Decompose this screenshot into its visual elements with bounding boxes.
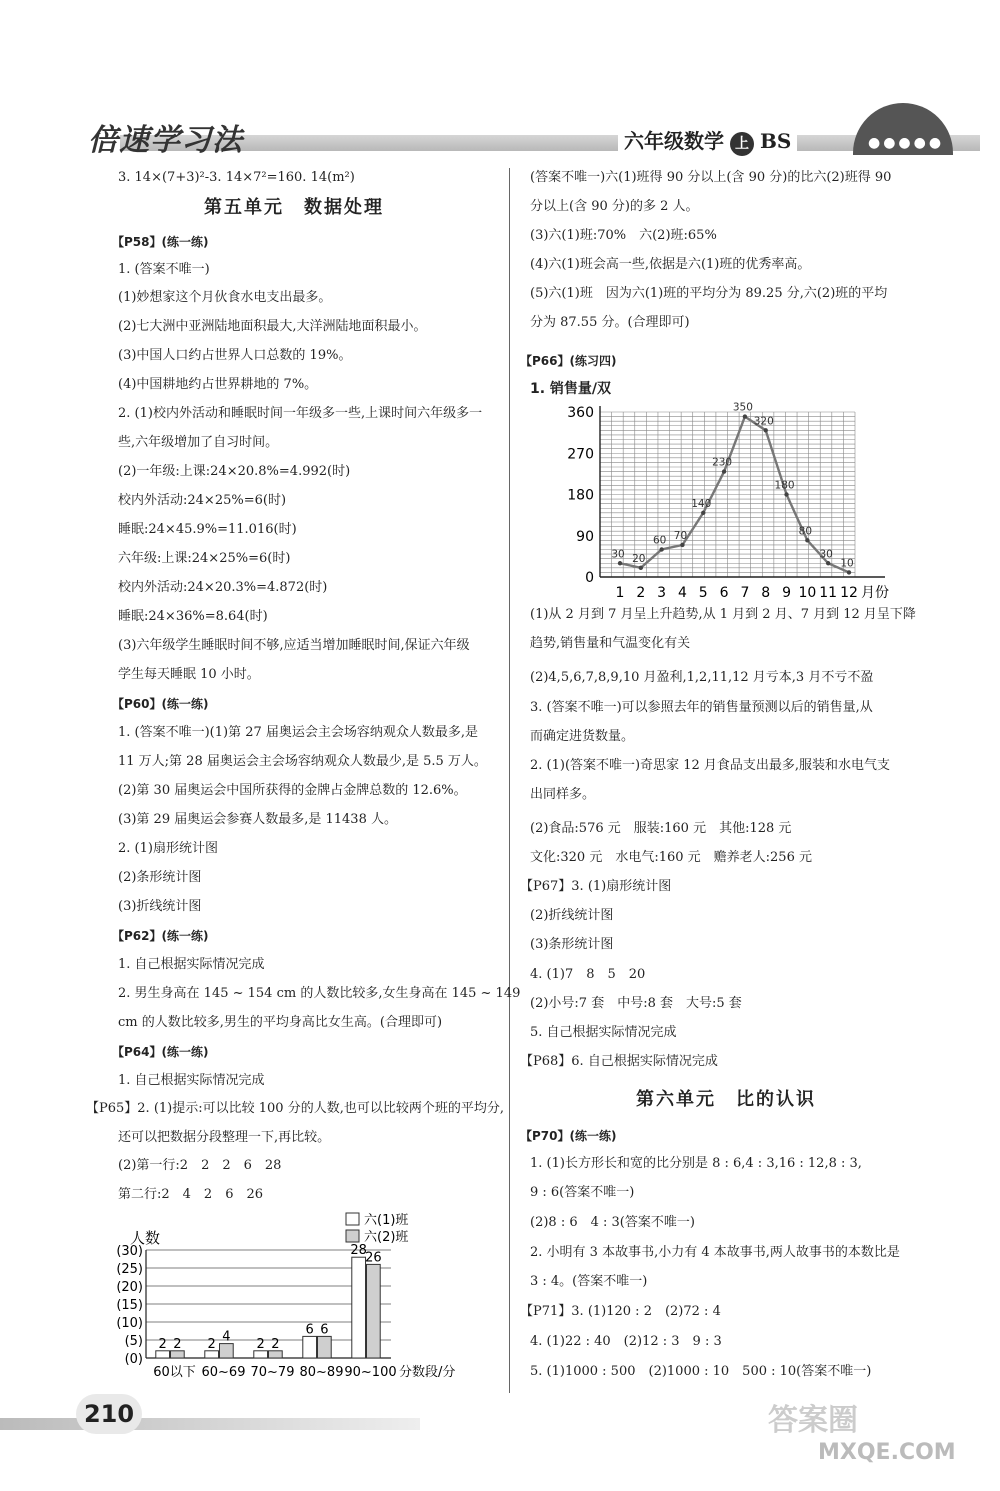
answer-line: (2)8 : 6 4 : 3(答案不唯一) <box>530 1215 695 1230</box>
grade-subject: 六年级数学 <box>624 129 724 153</box>
bar <box>269 1351 283 1358</box>
x-tick-label: 6 <box>719 585 729 601</box>
data-point <box>639 566 643 570</box>
x-tick-label: 8 <box>761 585 771 601</box>
data-label: 60 <box>652 534 667 547</box>
answer-line: 1. (1)长方形长和宽的比分别是 8 : 6,4 : 3,16 : 12,8 : 3, <box>530 1156 862 1171</box>
answer-line: 11 万人;第 28 届奥运会主会场容纳观众人数最少,是 5.5 万人。 <box>118 754 487 769</box>
page-ref-p64: 【P64】(练一练) <box>112 1045 209 1059</box>
data-point <box>847 570 851 574</box>
answer-line: (5)六(1)班 因为六(1)班的平均分为 89.25 分,六(2)班的平均 <box>530 286 888 301</box>
data-point <box>680 543 684 547</box>
data-label: 30 <box>611 548 625 561</box>
answer-line: 【P68】6. 自己根据实际情况完成 <box>520 1054 718 1069</box>
answer-line: (2)食品:576 元 服装:160 元 其他:128 元 <box>530 821 792 836</box>
page-ref-p58: 【P58】(练一练) <box>112 235 209 249</box>
volume-badge: 上 <box>730 132 754 156</box>
x-tick-label: 80~89 <box>299 1365 344 1380</box>
answer-line: 2. 小明有 3 本故事书,小力有 4 本故事书,两人故事书的本数比是 <box>530 1245 900 1260</box>
bar-value-label: 26 <box>365 1250 382 1266</box>
answer-line: (2)第 30 届奥运会中国所获得的金牌占金牌总数的 12.6%。 <box>118 783 467 798</box>
page-ref-p60: 【P60】(练一练) <box>112 697 209 711</box>
answer-line: 1. (答案不唯一)(1)第 27 届奥运会主会场容纳观众人数最多,是 <box>118 725 479 740</box>
data-point <box>722 469 726 473</box>
y-tick-label: (30) <box>116 1244 143 1259</box>
answer-line: 分以上(含 90 分)的多 2 人。 <box>530 199 699 214</box>
answer-line: (2)条形统计图 <box>118 870 202 885</box>
legend-label: 六(2)班 <box>364 1230 409 1245</box>
answer-line: (答案不唯一)六(1)班得 90 分以上(含 90 分)的比六(2)班得 90 <box>530 170 892 185</box>
x-tick-label: 12 <box>840 585 858 601</box>
answer-line: (1)妙想家这个月伙食水电支出最多。 <box>118 290 332 305</box>
answer-line: 3 : 4。(答案不唯一) <box>530 1274 648 1289</box>
x-tick-label: 60以下 <box>153 1365 196 1380</box>
answer-line: 2. 男生身高在 145 ~ 154 cm 的人数比较多,女生身高在 145 ~ 149 <box>118 986 521 1001</box>
answer-line: 睡眠:24×45.9%=11.016(时) <box>118 522 297 537</box>
answer-line: cm 的人数比较多,男生的平均身高比女生高。(合理即可) <box>118 1015 443 1030</box>
x-tick-label: 60~69 <box>201 1365 246 1380</box>
bar <box>367 1264 381 1358</box>
y-tick-label: (25) <box>116 1262 143 1277</box>
answer-line: 趋势,销售量和气温变化有关 <box>530 636 691 651</box>
footer-band <box>0 1418 420 1430</box>
bar <box>156 1351 170 1358</box>
bar-value-label: 4 <box>222 1329 231 1345</box>
bar <box>220 1344 234 1358</box>
y-tick-label: (0) <box>124 1352 143 1367</box>
data-label: 140 <box>691 497 712 510</box>
data-point <box>784 492 788 496</box>
x-tick-label: 90~100 <box>344 1365 397 1380</box>
answer-line: 4. (1)7 8 5 20 <box>530 967 646 982</box>
answer-line: (3)六(1)班:70% 六(2)班:65% <box>530 228 717 243</box>
answer-line: (2)4,5,6,7,8,9,10 月盈利,1,2,11,12 月亏本,3 月不亏不盈 <box>530 670 874 685</box>
page-header <box>0 95 1000 175</box>
y-axis-title: 人数 <box>130 1229 161 1247</box>
answer-line: 六年级:上课:24×25%=6(时) <box>118 551 291 566</box>
data-label: 230 <box>712 456 733 469</box>
answer-line: (2)七大洲中亚洲陆地面积最大,大洋洲陆地面积最小。 <box>118 319 427 334</box>
answer-line: (3)条形统计图 <box>530 937 614 952</box>
answer-line: 2. (1)扇形统计图 <box>118 841 218 856</box>
answer-line: 【P67】3. (1)扇形统计图 <box>520 879 672 894</box>
bar-value-label: 6 <box>305 1322 314 1338</box>
score-bar-chart <box>108 1205 478 1385</box>
x-tick-label: 7 <box>740 585 750 601</box>
x-tick-label: 5 <box>698 585 708 601</box>
data-label: 80 <box>798 525 813 538</box>
data-label: 320 <box>753 415 774 428</box>
answer-line: (2)小号:7 套 中号:8 套 大号:5 套 <box>530 996 742 1011</box>
bar-value-label: 2 <box>256 1336 265 1352</box>
page-ref-p62: 【P62】(练一练) <box>112 929 209 943</box>
x-tick-label: 70~79 <box>250 1365 295 1380</box>
header-dots: ●●●●● <box>868 135 945 151</box>
bar <box>303 1336 317 1358</box>
bar <box>254 1351 268 1358</box>
answer-line: 而确定进货数量。 <box>530 729 635 744</box>
section-title-unit5: 第五单元 数据处理 <box>204 197 384 218</box>
data-label: 30 <box>819 548 833 561</box>
data-label: 350 <box>732 401 753 414</box>
data-point <box>805 538 809 542</box>
section-title-unit6: 第六单元 比的认识 <box>636 1089 816 1110</box>
data-label: 20 <box>632 552 646 565</box>
answer-line: (3)第 29 届奥运会参赛人数最多,是 11438 人。 <box>118 812 397 827</box>
answer-line: (2)一年级:上课:24×20.8%=4.992(时) <box>118 464 351 479</box>
y-tick-label: (15) <box>116 1298 143 1313</box>
data-label: 70 <box>673 529 688 542</box>
answer-line: 第二行:2 4 2 6 26 <box>118 1187 264 1202</box>
bar-value-label: 2 <box>207 1336 216 1352</box>
answer-line: 出同样多。 <box>530 787 596 802</box>
answer-line: (4)中国耕地约占世界耕地的 7%。 <box>118 377 318 392</box>
answer-line: 【P71】3. (1)120 : 2 (2)72 : 4 <box>520 1304 721 1319</box>
x-axis-suffix: 月份 <box>861 585 889 601</box>
answer-line: 1. (答案不唯一) <box>118 262 210 277</box>
y-tick-label: (20) <box>116 1280 143 1295</box>
data-point <box>659 547 663 551</box>
legend-swatch <box>346 1213 359 1225</box>
x-tick-label: 3 <box>657 585 667 601</box>
answer-line: (3)六年级学生睡眠时间不够,应适当增加睡眠时间,保证六年级 <box>118 638 470 653</box>
bar-value-label: 2 <box>173 1336 182 1352</box>
data-point <box>743 414 747 418</box>
answer-line: 校内外活动:24×20.3%=4.872(时) <box>118 580 328 595</box>
y-tick-label: 180 <box>567 487 594 504</box>
data-point <box>826 561 830 565</box>
answer-line: 2. (1)(答案不唯一)奇思家 12 月食品支出最多,服装和水电气支 <box>530 758 891 773</box>
answer-line: 3. 14×(7+3)²-3. 14×7²=160. 14(m²) <box>118 170 355 185</box>
answer-line: 1. 自己根据实际情况完成 <box>118 957 265 972</box>
watermark-logo: 答案圈 <box>768 1403 858 1438</box>
book-logo: 倍速学习法 <box>88 123 243 158</box>
y-tick-label: (10) <box>116 1316 143 1331</box>
bar-value-label: 2 <box>271 1336 280 1352</box>
x-tick-label: 10 <box>798 585 817 601</box>
answer-line: 9 : 6(答案不唯一) <box>530 1185 635 1200</box>
bar-value-label: 2 <box>158 1336 167 1352</box>
answer-line: 分为 87.55 分。(合理即可) <box>530 315 690 330</box>
y-tick-label: 0 <box>585 570 594 586</box>
header-title <box>618 125 797 156</box>
answer-line: 还可以把数据分段整理一下,再比较。 <box>118 1130 331 1145</box>
answer-line: 些,六年级增加了自习时间。 <box>118 435 279 450</box>
answer-line: 2. (1)校内外活动和睡眠时间一年级多一些,上课时间六年级多一 <box>118 406 483 421</box>
line-chart-title: 1. 销售量/双 <box>530 381 612 397</box>
legend-label: 六(1)班 <box>364 1213 409 1228</box>
column-divider <box>509 168 510 1393</box>
x-tick-label: 1 <box>615 585 625 601</box>
answer-line: (4)六(1)班会高一些,依据是六(1)班的优秀率高。 <box>530 257 811 272</box>
answer-line: 睡眠:24×36%=8.64(时) <box>118 609 268 624</box>
x-tick-label: 4 <box>677 585 687 601</box>
y-tick-label: (5) <box>124 1334 143 1349</box>
answer-line: 5. 自己根据实际情况完成 <box>530 1025 677 1040</box>
answer-line: (1)从 2 月到 7 月呈上升趋势,从 1 月到 2 月、7 月到 12 月呈下降 <box>530 607 916 622</box>
data-point <box>618 561 622 565</box>
answer-line: (2)第一行:2 2 2 6 28 <box>118 1158 282 1173</box>
page-number: 210 <box>76 1394 142 1434</box>
answer-line: 文化:320 元 水电气:160 元 赡养老人:256 元 <box>530 850 812 865</box>
bar <box>318 1336 332 1358</box>
x-tick-label: 2 <box>636 585 646 601</box>
answer-line: 【P65】2. (1)提示:可以比较 100 分的人数,也可以比较两个班的平均分, <box>86 1101 504 1116</box>
y-tick-label: 270 <box>567 446 594 463</box>
bar <box>352 1257 366 1358</box>
data-point <box>701 511 705 515</box>
x-tick-label: 9 <box>782 585 792 601</box>
x-axis-title: 分数段/分 <box>399 1365 456 1380</box>
x-tick-label: 11 <box>819 585 838 601</box>
data-label: 180 <box>774 479 795 492</box>
page-ref-p70: 【P70】(练一练) <box>520 1129 617 1143</box>
answer-line: 4. (1)22 : 40 (2)12 : 3 9 : 3 <box>530 1334 722 1349</box>
header-band <box>120 135 980 151</box>
answer-line: (2)折线统计图 <box>530 908 614 923</box>
answer-line: 3. (答案不唯一)可以参照去年的销售量预测以后的销售量,从 <box>530 700 873 715</box>
answer-line: (3)折线统计图 <box>118 899 202 914</box>
page-ref-p66: 【P66】(练习四) <box>520 354 617 368</box>
bar-value-label: 6 <box>320 1322 329 1338</box>
answer-line: 1. 自己根据实际情况完成 <box>118 1073 265 1088</box>
data-label: 10 <box>840 557 854 570</box>
y-tick-label: 90 <box>576 528 594 545</box>
answer-line: (3)中国人口约占世界人口总数的 19%。 <box>118 348 352 363</box>
legend-swatch <box>346 1230 359 1242</box>
bar <box>205 1351 219 1358</box>
bar <box>171 1351 185 1358</box>
data-point <box>764 428 768 432</box>
answer-line: 5. (1)1000 : 500 (2)1000 : 10 500 : 10(答案不唯一) <box>530 1364 872 1379</box>
bar-value-label: 28 <box>350 1243 367 1259</box>
watermark-url: MXQE.COM <box>818 1440 956 1465</box>
answer-line: 校内外活动:24×25%=6(时) <box>118 493 287 508</box>
sales-line-chart <box>560 400 920 605</box>
y-tick-label: 360 <box>567 405 594 421</box>
edition-label: BS <box>760 129 792 153</box>
answer-line: 学生每天睡眠 10 小时。 <box>118 667 260 682</box>
